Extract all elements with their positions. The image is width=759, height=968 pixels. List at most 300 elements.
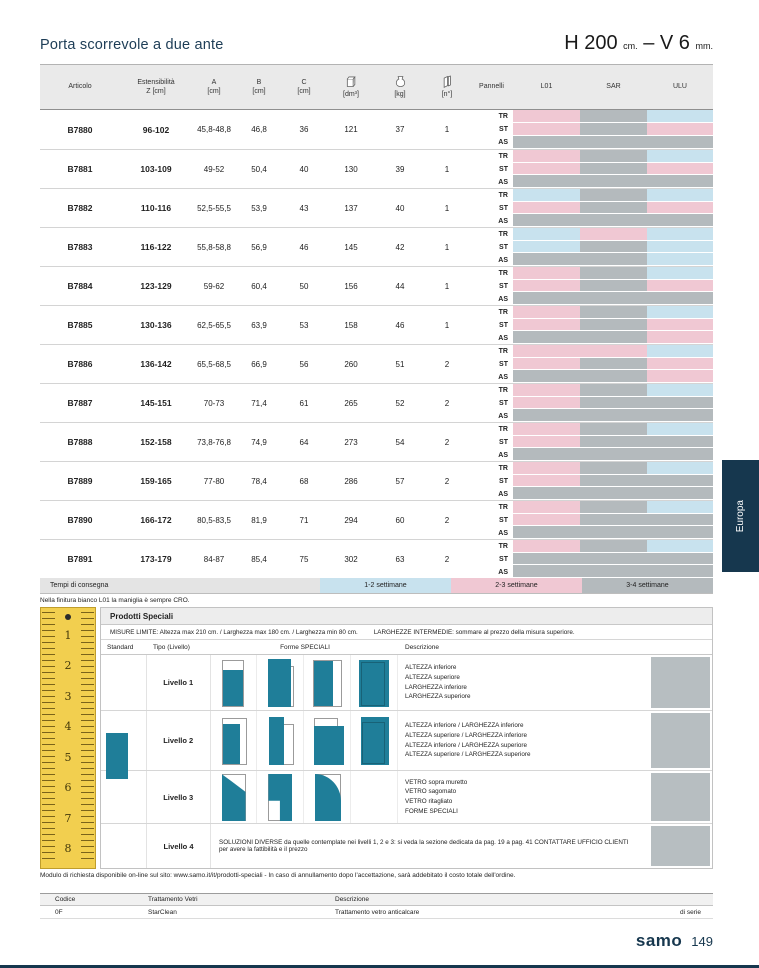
- column-header-ulu: [647, 65, 713, 109]
- cell-c: 40: [299, 164, 309, 174]
- panel-labels: [470, 384, 513, 422]
- glass-shape-h-sup: [263, 658, 297, 708]
- cell-z: 103-109: [140, 164, 172, 174]
- panel-label: AS: [498, 139, 508, 146]
- delivery-cell: [513, 110, 580, 122]
- delivery-cell: [580, 423, 647, 435]
- cell-c: 50: [299, 281, 309, 291]
- treatment-name: StarClean: [148, 908, 177, 916]
- price-placeholder: [651, 657, 710, 708]
- panel-labels: [470, 110, 513, 149]
- cell-dm3: 130: [344, 164, 358, 174]
- delivery-cell: [513, 267, 580, 279]
- panel-labels: [470, 462, 513, 500]
- panel-labels: [470, 345, 513, 383]
- description-line: LARGHEZZA inferiore: [405, 683, 467, 691]
- legend-item: 3-4 settimane: [582, 578, 713, 593]
- cell-n: 2: [444, 476, 450, 486]
- shape-cell: [304, 771, 351, 823]
- panel-labels: [470, 150, 513, 188]
- level-row: [101, 711, 712, 771]
- shape-cell: [304, 711, 351, 770]
- delivery-cell: [647, 189, 713, 201]
- delivery-cell: [513, 384, 580, 396]
- finish-column-ulu: [647, 228, 713, 266]
- price-cell: [647, 771, 712, 823]
- panel-label: AS: [498, 217, 508, 225]
- finish-column-ulu: [647, 540, 713, 578]
- delivery-legend: [40, 578, 713, 594]
- delivery-cell: [513, 501, 580, 513]
- cell-kg: 40: [395, 203, 405, 213]
- delivery-cell: [647, 123, 713, 135]
- delivery-cell: [647, 475, 713, 487]
- delivery-cell: [580, 436, 647, 448]
- panel-label: ST: [499, 555, 508, 563]
- panel-label: TR: [498, 347, 508, 355]
- finish-column-ulu: [647, 501, 713, 539]
- cell-n: 2: [444, 515, 450, 525]
- cell-dm3: 121: [344, 125, 358, 134]
- description-line: VETRO sagomato: [405, 788, 457, 796]
- delivery-cell: [513, 345, 580, 357]
- panel-label: TR: [498, 542, 508, 550]
- header-unit: [n°]: [441, 91, 453, 99]
- delivery-cell: [647, 514, 713, 526]
- panel-label: ST: [499, 516, 508, 524]
- column-header-z: [120, 65, 192, 109]
- cell-a: 49-52: [203, 164, 225, 174]
- shape-cell: [211, 655, 258, 710]
- cell-n: 1: [444, 281, 450, 291]
- cell-a: 45,8-48,8: [197, 125, 231, 134]
- brand-logo: samo: [635, 931, 683, 950]
- panel-label: ST: [499, 282, 508, 290]
- cell-n: 2: [444, 437, 450, 447]
- cell-z: 173-179: [140, 554, 172, 564]
- panel-label: TR: [498, 152, 508, 160]
- article-row: [40, 461, 713, 500]
- special-products-title: Prodotti Speciali: [101, 608, 712, 625]
- panel-label: TR: [498, 386, 508, 394]
- page-title: Porta scorrevole a due ante: [40, 37, 224, 53]
- panel-label: AS: [498, 451, 508, 459]
- panel-label: AS: [498, 373, 508, 381]
- panel-label: TR: [498, 503, 508, 511]
- finish-column-sar: [580, 110, 647, 149]
- delivery-cell: [647, 241, 713, 253]
- cell-kg: 57: [395, 476, 405, 486]
- main-table-body: [40, 110, 713, 578]
- delivery-cell: [513, 253, 580, 265]
- cell-articolo: B7886: [67, 359, 93, 369]
- description-line: ALTEZZA inferiore / LARGHEZZA superiore: [405, 741, 528, 749]
- glass-shape-hw-inf-sup: [310, 716, 344, 766]
- level-description: [398, 771, 647, 823]
- level-description: [398, 655, 647, 710]
- cell-kg: 39: [395, 164, 405, 174]
- column-header-n: [424, 65, 470, 109]
- cell-b: 46,8: [251, 125, 267, 134]
- finish-column-l01: [513, 228, 580, 266]
- description-line: VETRO ritagliato: [405, 798, 453, 805]
- cell-kg: 46: [395, 320, 405, 330]
- tape-number: 5: [64, 750, 72, 764]
- cell-b: 66,9: [251, 359, 267, 369]
- delivery-cell: [647, 384, 713, 396]
- volume-box-icon: [343, 74, 360, 89]
- panel-label: AS: [498, 334, 508, 342]
- article-row: [40, 344, 713, 383]
- column-header-b: [236, 65, 282, 109]
- glass-shape-slant-top: [217, 772, 251, 822]
- header-unit: [dm³]: [343, 91, 359, 99]
- finish-column-l01: [513, 306, 580, 344]
- delivery-cell: [580, 110, 647, 122]
- cell-kg: 54: [395, 437, 405, 447]
- delivery-cell: [580, 462, 647, 474]
- delivery-cell: [647, 462, 713, 474]
- cell-a: 55,8-58,8: [197, 242, 231, 252]
- shape-cell: [257, 655, 304, 710]
- delivery-cell: [647, 358, 713, 370]
- header-label: Estensibilità: [137, 78, 175, 86]
- panel-label: ST: [499, 399, 508, 407]
- delivery-cell: [513, 280, 580, 292]
- column-header-c: [282, 65, 326, 109]
- cell-b: 60,4: [251, 281, 267, 291]
- delivery-cell: [580, 163, 647, 175]
- header-label: SAR: [606, 83, 621, 91]
- page-footer: [636, 931, 713, 951]
- shape-cell: [257, 711, 304, 770]
- cell-kg: 60: [395, 515, 405, 525]
- header-unit: [kg]: [394, 91, 406, 99]
- finish-column-sar: [580, 462, 647, 500]
- delivery-cell: [513, 526, 580, 538]
- order-form-note: Modulo di richiesta disponibile on-line sul sito: www.samo.it/it/prodotti-speciali - In caso di annullamento dopo l'accettazione, sarà addebitato il costo totale dell'ordine.: [40, 872, 516, 879]
- standard-cell: [101, 655, 147, 710]
- level-label: Livello 2: [147, 711, 211, 770]
- finish-column-sar: [580, 384, 647, 422]
- limits-row: [101, 625, 712, 640]
- cell-b: 78,4: [251, 476, 267, 486]
- cell-b: 81,9: [251, 515, 267, 525]
- finish-column-l01: [513, 540, 580, 578]
- treatment-code: 0F: [55, 908, 63, 916]
- article-row: [40, 305, 713, 344]
- cell-dm3: 294: [344, 515, 358, 525]
- description-line: LARGHEZZA superiore: [405, 693, 471, 701]
- finish-column-l01: [513, 267, 580, 305]
- cell-c: 43: [299, 203, 309, 213]
- special-table-header: [101, 640, 712, 655]
- header-label: C: [301, 78, 307, 86]
- cell-c: 68: [299, 476, 309, 486]
- finish-column-sar: [580, 228, 647, 266]
- cell-z: 116-122: [140, 242, 172, 252]
- article-row: [40, 227, 713, 266]
- finish-column-l01: [513, 110, 580, 149]
- delivery-cell: [513, 123, 580, 135]
- panel-label: ST: [499, 321, 508, 329]
- cell-dm3: 273: [344, 437, 358, 447]
- header-label: B: [256, 78, 262, 86]
- finish-column-ulu: [647, 110, 713, 149]
- cell-b: 74,9: [251, 437, 267, 447]
- column-header-descrizione: Descrizione: [405, 643, 439, 651]
- column-header-pan: [470, 65, 513, 109]
- delivery-cell: [647, 448, 713, 460]
- legend-item: 1-2 settimane: [320, 578, 451, 593]
- column-header-tipo: Tipo (Livello): [153, 643, 190, 651]
- cell-dm3: 145: [344, 242, 358, 252]
- cell-b: 71,4: [251, 398, 267, 408]
- panel-labels: [470, 423, 513, 461]
- panel-label: AS: [498, 178, 508, 186]
- article-row: [40, 149, 713, 188]
- header-unit: [cm]: [207, 88, 221, 95]
- delivery-cell: [580, 384, 647, 396]
- section-tab-europa: [722, 460, 759, 572]
- panel-label: ST: [499, 477, 508, 485]
- level-description: SOLUZIONI DIVERSE da quelle contemplate nei livelli 1, 2 e 3: si veda la sezione dedicata da pag. 19 a pag. 41 CONTATTARE UFFICIO CLIENTI per avere la fattibilità e il prezzo: [219, 839, 629, 853]
- delivery-cell: [647, 306, 713, 318]
- standard-cell: [101, 824, 147, 868]
- header-unit: Z [cm]: [146, 88, 166, 95]
- finish-column-l01: [513, 384, 580, 422]
- delivery-cell: [513, 553, 580, 565]
- finish-column-sar: [580, 501, 647, 539]
- article-row: [40, 110, 713, 149]
- limits-text: MISURE LIMITE: Altezza max 210 cm. / Larghezza max 180 cm. / Larghezza min 80 cm.: [110, 628, 358, 636]
- panel-label: AS: [498, 295, 508, 303]
- size-spec: [564, 32, 713, 55]
- panel-labels: [470, 228, 513, 266]
- specials-rows: [101, 655, 712, 868]
- delivery-cell: [647, 487, 713, 499]
- delivery-cell: [580, 228, 647, 240]
- handle-note: Nella finitura bianco L01 la maniglia è sempre CRO.: [40, 597, 190, 604]
- column-header-kg: [376, 65, 424, 109]
- level-label: Livello 3: [147, 771, 211, 823]
- delivery-cell: [580, 123, 647, 135]
- cell-z: 159-165: [140, 476, 172, 486]
- cell-kg: 37: [395, 125, 405, 134]
- delivery-cell: [580, 280, 647, 292]
- panel-label: TR: [498, 464, 508, 472]
- cell-n: 1: [444, 203, 450, 213]
- delivery-cell: [513, 397, 580, 409]
- cell-articolo: B7881: [67, 164, 93, 174]
- cell-z: 136-142: [140, 359, 172, 369]
- delivery-cell: [580, 306, 647, 318]
- main-table-header: [40, 64, 713, 110]
- panel-label: TR: [498, 269, 508, 277]
- cell-kg: 51: [395, 359, 405, 369]
- cell-z: 123-129: [140, 281, 172, 291]
- tape-number: 4: [64, 720, 72, 734]
- panel-labels: [470, 189, 513, 227]
- intermediate-text: LARGHEZZE INTERMEDIE: sommare al prezzo della misura superiore.: [373, 628, 575, 636]
- panel-label: TR: [498, 230, 508, 238]
- section-tab-label: Europa: [735, 499, 746, 533]
- glass-shape-h-inf: [217, 658, 251, 708]
- spec-thickness: V 6: [659, 32, 690, 54]
- panel-labels: [470, 306, 513, 344]
- delivery-cell: [580, 345, 647, 357]
- cell-n: 1: [444, 320, 450, 330]
- cell-n: 2: [444, 554, 450, 564]
- cell-dm3: 137: [344, 203, 358, 213]
- header-label: ULU: [672, 83, 687, 91]
- finish-column-ulu: [647, 150, 713, 188]
- delivery-cell: [513, 436, 580, 448]
- delivery-cell: [647, 540, 713, 552]
- header-trattamento: Trattamento Vetri: [148, 896, 198, 903]
- delivery-cell: [513, 292, 580, 304]
- panel-label: AS: [498, 256, 508, 264]
- delivery-cell: [647, 202, 713, 214]
- cell-a: 65,5-68,5: [197, 359, 231, 369]
- tape-number: 6: [64, 781, 72, 795]
- delivery-cell: [580, 319, 647, 331]
- cell-a: 52,5-55,5: [197, 203, 231, 213]
- delivery-cell: [580, 565, 647, 577]
- cell-articolo: B7882: [67, 203, 93, 213]
- delivery-cell: [580, 214, 647, 226]
- description-line: ALTEZZA superiore / LARGHEZZA inferiore: [405, 731, 528, 739]
- delivery-cell: [580, 358, 647, 370]
- finish-column-ulu: [647, 267, 713, 305]
- header-descrizione: Descrizione: [335, 896, 369, 903]
- column-header-l01: [513, 65, 580, 109]
- cell-dm3: 156: [344, 281, 358, 291]
- cell-a: 84-87: [203, 554, 225, 564]
- tape-number: 7: [64, 811, 72, 825]
- delivery-cell: [647, 345, 713, 357]
- delivery-cell: [647, 423, 713, 435]
- cell-articolo: B7887: [67, 398, 93, 408]
- delivery-cell: [580, 241, 647, 253]
- delivery-cell: [580, 540, 647, 552]
- delivery-cell: [580, 475, 647, 487]
- level-label: Livello 4: [147, 824, 211, 868]
- finish-column-sar: [580, 150, 647, 188]
- cell-dm3: 260: [344, 359, 358, 369]
- finish-column-sar: [580, 306, 647, 344]
- finish-column-l01: [513, 189, 580, 227]
- cell-z: 152-158: [140, 437, 172, 447]
- delivery-cell: [580, 136, 647, 148]
- cell-a: 59-62: [203, 281, 225, 291]
- delivery-cell: [513, 202, 580, 214]
- delivery-cell: [647, 565, 713, 577]
- finish-column-l01: [513, 501, 580, 539]
- cell-articolo: B7880: [67, 124, 93, 135]
- delivery-cell: [647, 292, 713, 304]
- cell-articolo: B7884: [67, 281, 93, 291]
- delivery-cell: [647, 331, 713, 343]
- spec-height: H 200: [564, 32, 618, 54]
- legend-label: Tempi di consegna: [40, 578, 320, 593]
- cell-c: 64: [299, 437, 309, 447]
- column-header-standard: Standard: [107, 643, 134, 651]
- cell-c: 61: [299, 398, 309, 408]
- delivery-cell: [580, 487, 647, 499]
- delivery-cell: [513, 540, 580, 552]
- panel-label: ST: [499, 360, 508, 368]
- cell-c: 36: [299, 125, 309, 134]
- cell-z: 110-116: [140, 203, 172, 213]
- delivery-cell: [580, 292, 647, 304]
- price-placeholder: [651, 773, 710, 821]
- panel-label: ST: [499, 126, 508, 133]
- standard-glass-shape: [106, 733, 128, 779]
- level-description: [398, 711, 647, 770]
- delivery-cell: [580, 267, 647, 279]
- delivery-cell: [513, 136, 580, 148]
- panel-label: ST: [499, 243, 508, 251]
- cell-b: 63,9: [251, 320, 267, 330]
- delivery-cell: [513, 448, 580, 460]
- price-cell: [647, 655, 712, 710]
- delivery-cell: [580, 253, 647, 265]
- cell-n: 1: [444, 125, 450, 134]
- glass-treatments-table: [40, 893, 713, 919]
- delivery-cell: [513, 228, 580, 240]
- cell-articolo: B7889: [67, 476, 93, 486]
- delivery-cell: [647, 228, 713, 240]
- delivery-cell: [647, 214, 713, 226]
- panel-label: ST: [499, 165, 508, 173]
- delivery-cell: [580, 150, 647, 162]
- delivery-cell: [513, 358, 580, 370]
- level-row: [101, 655, 712, 711]
- delivery-cell: [513, 189, 580, 201]
- shape-cell: [351, 711, 398, 770]
- spec-height-unit: cm.: [623, 41, 638, 51]
- cell-dm3: 302: [344, 554, 358, 564]
- delivery-cell: [513, 487, 580, 499]
- finish-column-ulu: [647, 306, 713, 344]
- column-header-art: [40, 65, 120, 109]
- column-header-dm: [326, 65, 376, 109]
- column-header-sar: [580, 65, 647, 109]
- column-header-a: [192, 65, 236, 109]
- price-cell: [647, 711, 712, 770]
- cell-articolo: B7890: [67, 515, 93, 525]
- delivery-cell: [647, 409, 713, 421]
- measuring-tape-graphic: [40, 607, 96, 869]
- description-line: ALTEZZA superiore / LARGHEZZA superiore: [405, 751, 531, 759]
- header-label: Articolo: [68, 83, 92, 91]
- cell-z: 96-102: [142, 124, 170, 135]
- header-codice: Codice: [55, 896, 76, 903]
- cell-z: 145-151: [140, 398, 172, 408]
- delivery-cell: [580, 448, 647, 460]
- cell-kg: 42: [395, 242, 405, 252]
- glass-shape-notch-bottom: [263, 772, 297, 822]
- level-row: [101, 771, 712, 824]
- cell-articolo: B7883: [67, 242, 93, 252]
- cell-dm3: 286: [344, 476, 358, 486]
- glass-shape-curve-top: [310, 772, 344, 822]
- price-placeholder: [651, 713, 710, 768]
- delivery-cell: [647, 163, 713, 175]
- page-header: [40, 32, 713, 55]
- treatment-row: [40, 906, 713, 919]
